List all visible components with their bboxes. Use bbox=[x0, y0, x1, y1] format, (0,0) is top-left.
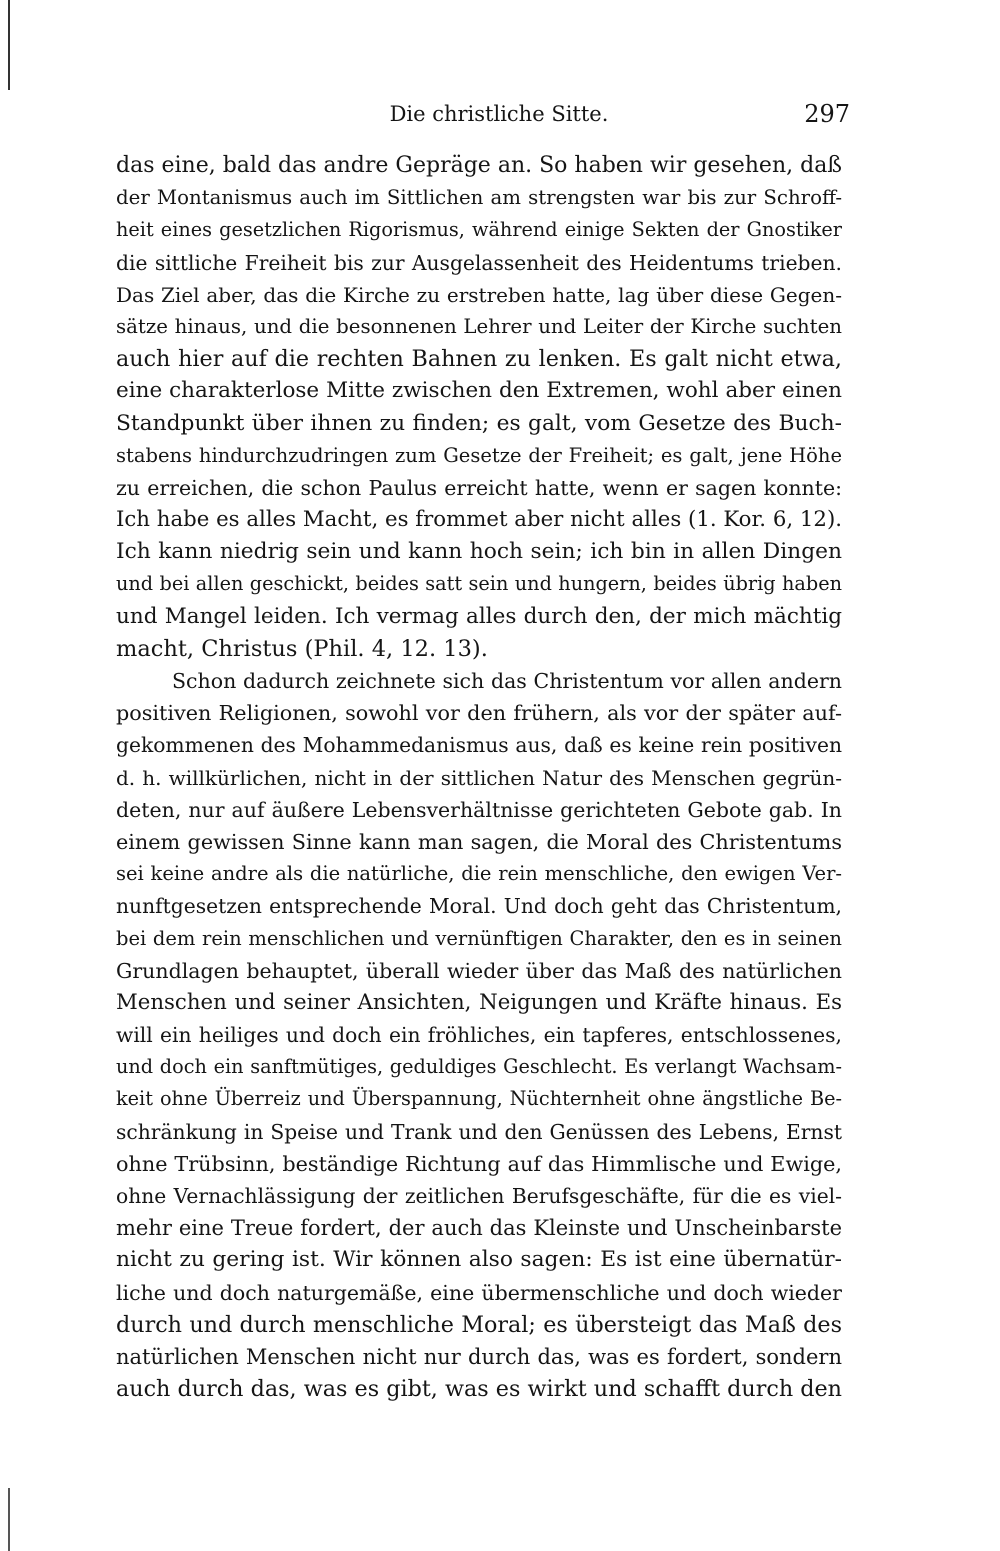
text-line: gekommenen des Mohammedanismus aus, daß es keine rein positiven bbox=[116, 733, 842, 758]
text-line: stabens hindurchzudringen zum Gesetze der Freiheit; es galt, jene Höhe bbox=[116, 443, 842, 467]
paragraph-first-line: Schon dadurch zeichnete sich das Christentum vor allen andern bbox=[172, 669, 842, 693]
text-line: und bei allen geschickt, beides satt sein und hungern, beides übrig haben bbox=[116, 572, 842, 596]
running-title: Die christliche Sitte. bbox=[389, 102, 609, 126]
text-line: auch hier auf die rechten Bahnen zu lenken. Es galt nicht etwa, bbox=[116, 346, 842, 373]
text-line: ohne Vernachlässigung der zeitlichen Berufsgeschäfte, für die es viel- bbox=[116, 1184, 842, 1208]
page-number: 297 bbox=[804, 100, 850, 128]
text-line: das eine, bald das andre Gepräge an. So haben wir gesehen, daß bbox=[116, 153, 842, 178]
text-line: keit ohne Überreiz und Überspannung, Nüchternheit ohne ängstliche Be- bbox=[116, 1087, 842, 1111]
text-line: durch und durch menschliche Moral; es übersteigt das Maß des bbox=[116, 1311, 842, 1338]
body-text bbox=[116, 150, 842, 1405]
text-line: einem gewissen Sinne kann man sagen, die Moral des Christentums bbox=[116, 829, 842, 854]
binding-edge-mark bbox=[8, 0, 10, 90]
text-line: Ich habe es alles Macht, es frommet aber nicht alles (1. Kor. 6, 12). bbox=[116, 507, 842, 533]
paragraph-end-line: macht, Christus (Phil. 4, 12. 13). bbox=[116, 635, 488, 662]
text-line: ohne Trübsinn, beständige Richtung auf das Himmlische und Ewige, bbox=[116, 1151, 842, 1176]
text-line: und Mangel leiden. Ich vermag alles durch den, der mich mächtig bbox=[116, 603, 842, 629]
text-line: Grundlagen behauptet, überall wieder über das Maß des natürlichen bbox=[116, 958, 842, 983]
text-line: mehr eine Treue fordert, der auch das Kleinste und Unscheinbarste bbox=[116, 1216, 842, 1241]
text-line: liche und doch naturgemäße, eine übermenschliche und doch wieder bbox=[116, 1280, 842, 1305]
text-line: natürlichen Menschen nicht nur durch das, was es fordert, sondern bbox=[116, 1344, 842, 1369]
text-line: heit eines gesetzlichen Rigorismus, während einige Sekten der Gnostiker bbox=[116, 218, 842, 242]
binding-edge-mark-bottom bbox=[8, 1488, 10, 1551]
text-line: der Montanismus auch im Sittlichen am strengsten war bis zur Schroff- bbox=[116, 186, 842, 210]
text-line: Menschen und seiner Ansichten, Neigungen und Kräfte hinaus. Es bbox=[116, 989, 842, 1015]
text-line: bei dem rein menschlichen und vernünftigen Charakter, den es in seinen bbox=[116, 926, 842, 950]
text-line: zu erreichen, die schon Paulus erreicht hatte, wenn er sagen konnte: bbox=[116, 475, 842, 500]
text-line: deten, nur auf äußere Lebensverhältnisse gerichteten Gebote gab. In bbox=[116, 797, 842, 822]
text-line: nunftgesetzen entsprechende Moral. Und doch geht das Christentum, bbox=[116, 894, 842, 919]
text-line: d. h. willkürlichen, nicht in der sittlichen Natur des Menschen gegrün- bbox=[116, 765, 842, 790]
text-line: Ich kann niedrig sein und kann hoch sein; ich bin in allen Dingen bbox=[116, 539, 842, 565]
text-line: sätze hinaus, und die besonnenen Lehrer und Leiter der Kirche suchten bbox=[116, 314, 842, 338]
text-line: auch durch das, was es gibt, was es wirkt und schafft durch den bbox=[116, 1376, 842, 1403]
text-line: Standpunkt über ihnen zu finden; es galt, vom Gesetze des Buch- bbox=[116, 410, 842, 436]
text-line: will ein heiliges und doch ein fröhliches, ein tapferes, entschlossenes, bbox=[116, 1023, 842, 1048]
text-line: sei keine andre als die natürliche, die rein menschliche, den ewigen Ver- bbox=[116, 862, 842, 886]
text-line: positiven Religionen, sowohl vor den frühern, als vor der später auf- bbox=[116, 701, 842, 726]
text-line: und doch ein sanftmütiges, geduldiges Geschlecht. Es verlangt Wachsam- bbox=[116, 1055, 842, 1079]
text-line: Das Ziel aber, das die Kirche zu erstreben hatte, lag über diese Gegen- bbox=[116, 282, 842, 307]
text-line: nicht zu gering ist. Wir können also sagen: Es ist eine übernatür- bbox=[116, 1247, 842, 1273]
text-line: die sittliche Freiheit bis zur Ausgelassenheit des Heidentums trieben. bbox=[116, 250, 842, 275]
text-line: eine charakterlose Mitte zwischen den Extremen, wohl aber einen bbox=[116, 378, 842, 404]
text-line: schränkung in Speise und Trank und den Genüssen des Lebens, Ernst bbox=[116, 1119, 842, 1144]
page-header bbox=[108, 96, 850, 132]
